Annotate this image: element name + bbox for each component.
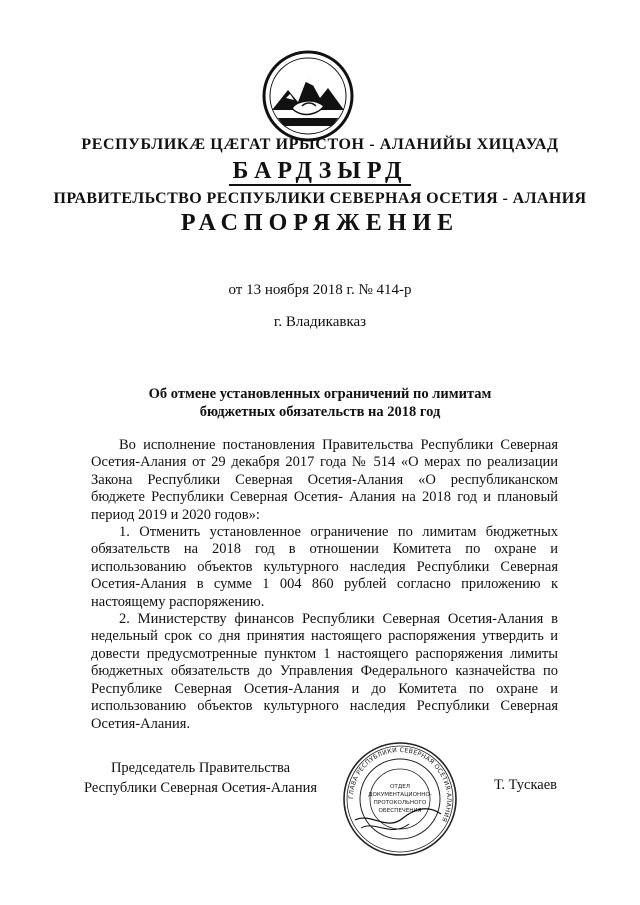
header-government: ПРАВИТЕЛЬСТВО РЕСПУБЛИКИ СЕВЕРНАЯ ОСЕТИЯ - АЛАНИЯ (53, 190, 587, 207)
seal-inner-text: ДОКУМЕНТАЦИОННО- (368, 792, 432, 798)
header-ossetian-republic: РЕСПУБЛИКӔ ЦӔГАТ ИРЫСТОН - АЛАНИЙЫ ХИЦАУАД (81, 136, 559, 153)
signatory-position (84, 758, 317, 798)
header-ossetian-order (0, 158, 640, 185)
seal-ring-text: ГЛАВА РЕСПУБЛИКИ СЕВЕРНАЯ ОСЕТИЯ-АЛАНИЯ (347, 746, 453, 823)
official-seal-stamp (341, 740, 459, 858)
document-title (120, 385, 520, 421)
body-paragraph-item-1: 1. Отменить установленное ограничение по лимитам бюджетных обязательств на 2018 год в отношении Комитета по охране и использованию объектов культурного наследия Республики Северная Осетия-Алания в сумме 1 004 860 рублей согласно приложению к настоящему распоряжению. (91, 524, 558, 610)
body-paragraph-item-2: 2. Министерству финансов Республики Северная Осетия-Алания в недельный срок со дня принятия настоящего распоряжения утвердить и довести предусмотренные пунктом 1 настоящего распоряжения лимиты бюджетных обязательств до Управления Федерального казначейства по Республике Северная Осетия-Алания и до Комитета по охране и использованию объектов культурного наследия Республики Северная Осетия-Алания. (91, 611, 558, 732)
header-ossetian-order-text: БАРДЗЫРД (229, 158, 412, 186)
document-title-line: Об отмене установленных ограничений по лимитам (148, 386, 492, 402)
body-paragraph-preamble: Во исполнение постановления Правительства Республики Северная Осетия-Алания от 29 декабря 2017 года № 514 «О мерах по реализации Закона Республики Северная Осетия-Алания «О республиканском бюджете Республики Северная Осетия- Алания на 2018 год и плановый период 2019 и 2020 годов»: (91, 437, 558, 523)
seal-inner-text: ОТДЕЛ (390, 784, 410, 790)
header-document-type: РАСПОРЯЖЕНИЕ (180, 210, 460, 236)
seal-inner-text: ПРОТОКОЛЬНОГО (373, 800, 427, 806)
signatory-position-line: Председатель Правительства (110, 760, 291, 776)
signatory-position-line: Республики Северная Осетия-Алания (84, 780, 318, 796)
document-date-number: от 13 ноября 2018 г. № 414-р (228, 282, 412, 298)
seal-inner-text: ОБЕСПЕЧЕНИЯ (378, 808, 422, 814)
document-title-line: бюджетных обязательств на 2018 год (199, 404, 441, 420)
document-body (91, 437, 558, 733)
coat-of-arms-emblem (262, 50, 354, 142)
signatory-name: Т. Тускаев (494, 777, 558, 793)
document-city: г. Владикавказ (273, 314, 367, 330)
